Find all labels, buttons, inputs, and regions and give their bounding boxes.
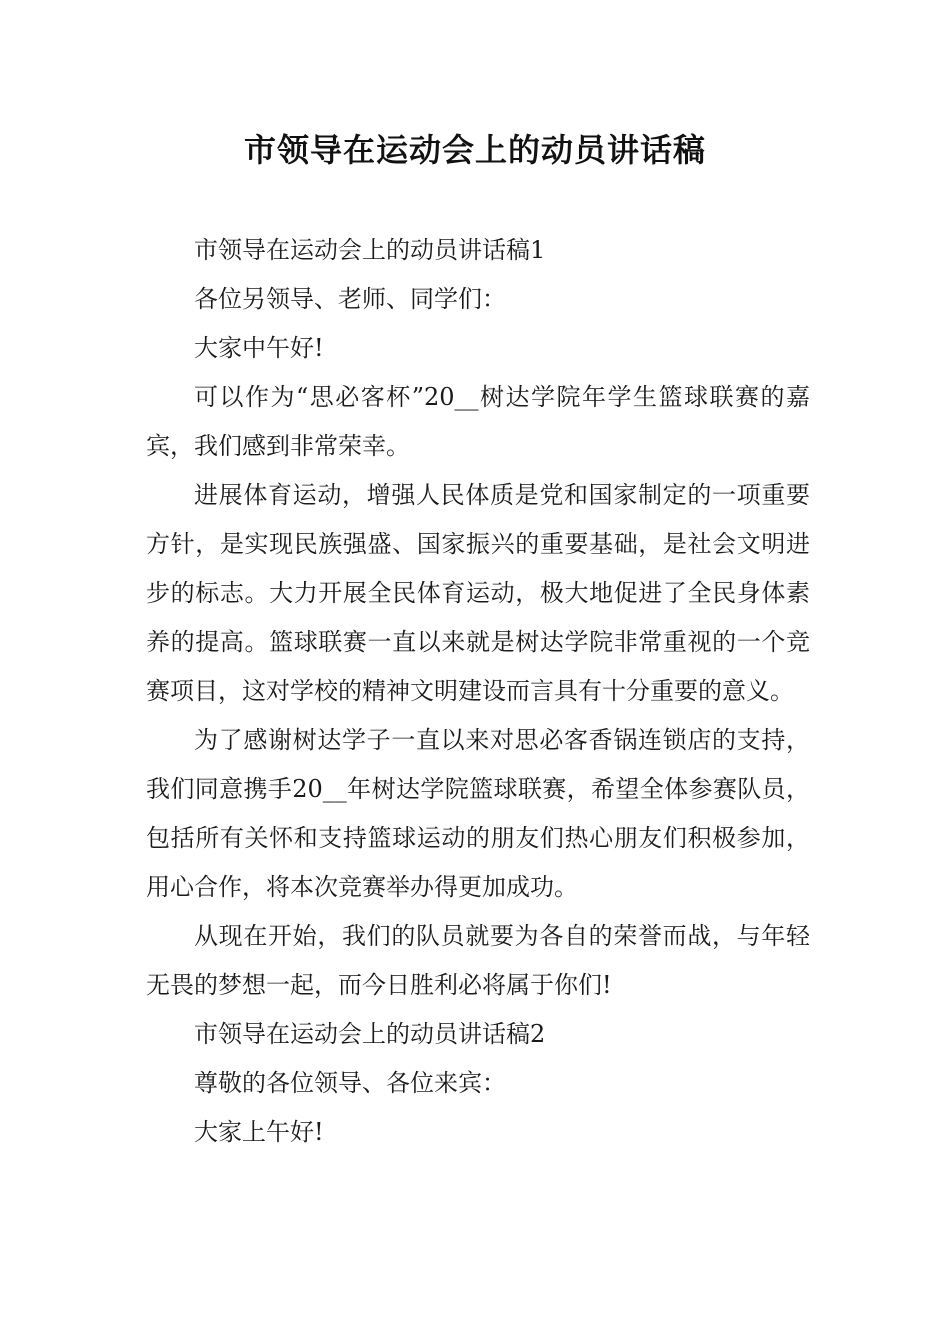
paragraph-salutation-1: 各位另领导、老师、同学们： bbox=[194, 285, 506, 313]
paragraph-body-2: 进展体育运动，增强人民体质是党和国家制定的一项重要方针，是实现民族强盛、国家振兴的重要基础，是社会文明进步的标志。大力开展全民体育运动，极大地促进了全民身体素养的提高。篮球联赛一直以来就是树达学院非常重视的一个竞赛项目，这对学校的精神文明建设而言具有十分重要的意义。 bbox=[146, 481, 810, 705]
document-body bbox=[146, 226, 810, 1157]
paragraph-greeting-2: 大家上午好! bbox=[194, 1118, 324, 1146]
paragraph-body-3: 为了感谢树达学子一直以来对思必客香锅连锁店的支持，我们同意携手20__年树达学院篮球联赛，希望全体参赛队员，包括所有关怀和支持篮球运动的朋友们热心朋友们积极参加，用心合作，将本次竞赛举办得更加成功。 bbox=[146, 726, 810, 901]
paragraph-body-4: 从现在开始，我们的队员就要为各自的荣誉而战，与年轻无畏的梦想一起，而今日胜利必将属于你们! bbox=[146, 922, 810, 999]
paragraph-section-heading-1: 市领导在运动会上的动员讲话稿1 bbox=[194, 236, 546, 264]
document-title: 市领导在运动会上的动员讲话稿 bbox=[243, 131, 706, 169]
paragraph-body-1: 可以作为“思必客杯”20__树达学院年学生篮球联赛的嘉宾，我们感到非常荣幸。 bbox=[146, 383, 810, 460]
paragraph-section-heading-2: 市领导在运动会上的动员讲话稿2 bbox=[194, 1020, 546, 1048]
paragraph-salutation-2: 尊敬的各位领导、各位来宾： bbox=[194, 1069, 506, 1097]
paragraph-greeting-1: 大家中午好! bbox=[194, 334, 324, 362]
